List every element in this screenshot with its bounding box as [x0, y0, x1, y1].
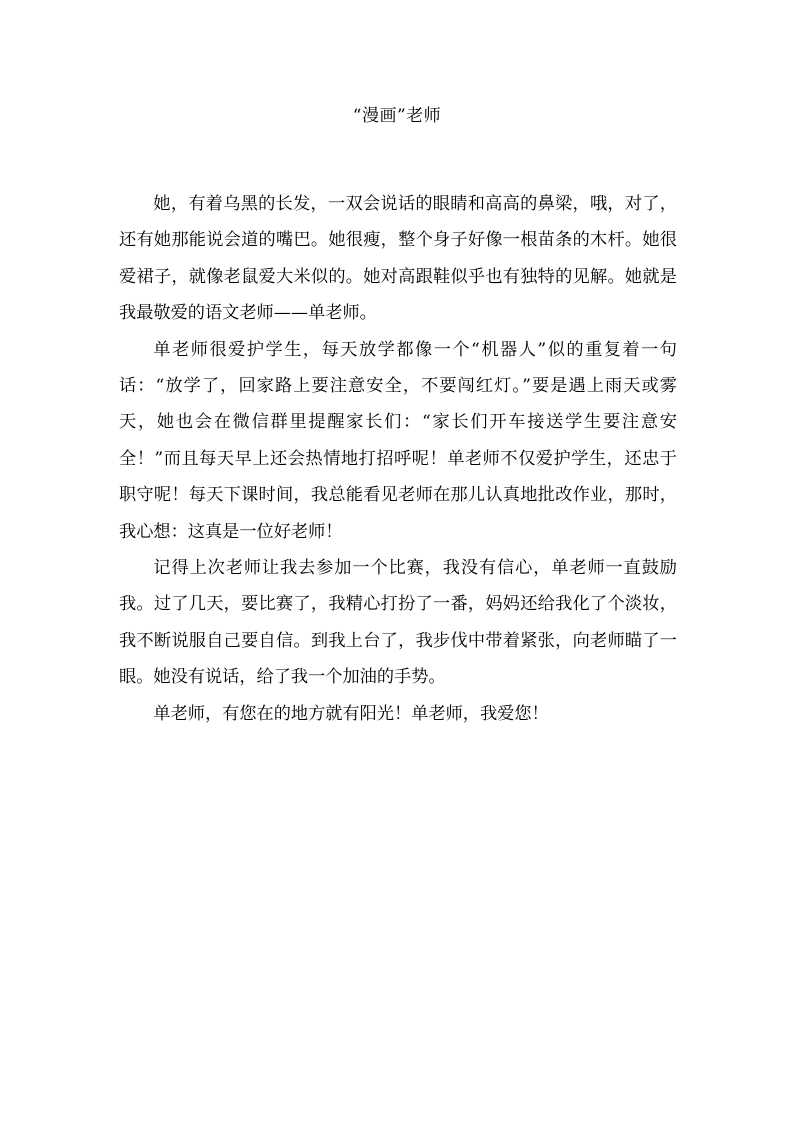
essay-body — [119, 186, 677, 732]
paragraph-1: 她，有着乌黑的长发，一双会说话的眼睛和高高的鼻梁，哦，对了，还有她那能说会道的嘴巴。她很瘦，整个身子好像一根苗条的木杆。她很爱裙子，就像老鼠爱大米似的。她对高跟鞋似乎也有独特的见解。她就是我最敬爱的语文老师——单老师。 — [119, 194, 677, 324]
essay-title: “漫画”老师 — [352, 106, 442, 126]
paragraph-4: 单老师，有您在的地方就有阳光！单老师，我爱您！ — [153, 703, 549, 724]
paragraph-2: 单老师很爱护学生，每天放学都像一个“机器人”似的重复着一句话：“放学了，回家路上要注意安全，不要闯红灯。”要是遇上雨天或雾天，她也会在微信群里提醒家长们：“家长们开车接送学生要注意安全！”而且每天早上还会热情地打招呼呢！单老师不仅爱护学生，还忠于职守呢！每天下课时间，我总能看见老师在那儿认真地批改作业，那时，我心想：这真是一位好老师！ — [119, 339, 677, 542]
paragraph-3: 记得上次老师让我去参加一个比赛，我没有信心，单老师一直鼓励我。过了几天，要比赛了，我精心打扮了一番，妈妈还给我化了个淡妆，我不断说服自己要自信。到我上台了，我步伐中带着紧张，向老师瞄了一眼。她没有说话，给了我一个加油的手势。 — [119, 558, 677, 688]
